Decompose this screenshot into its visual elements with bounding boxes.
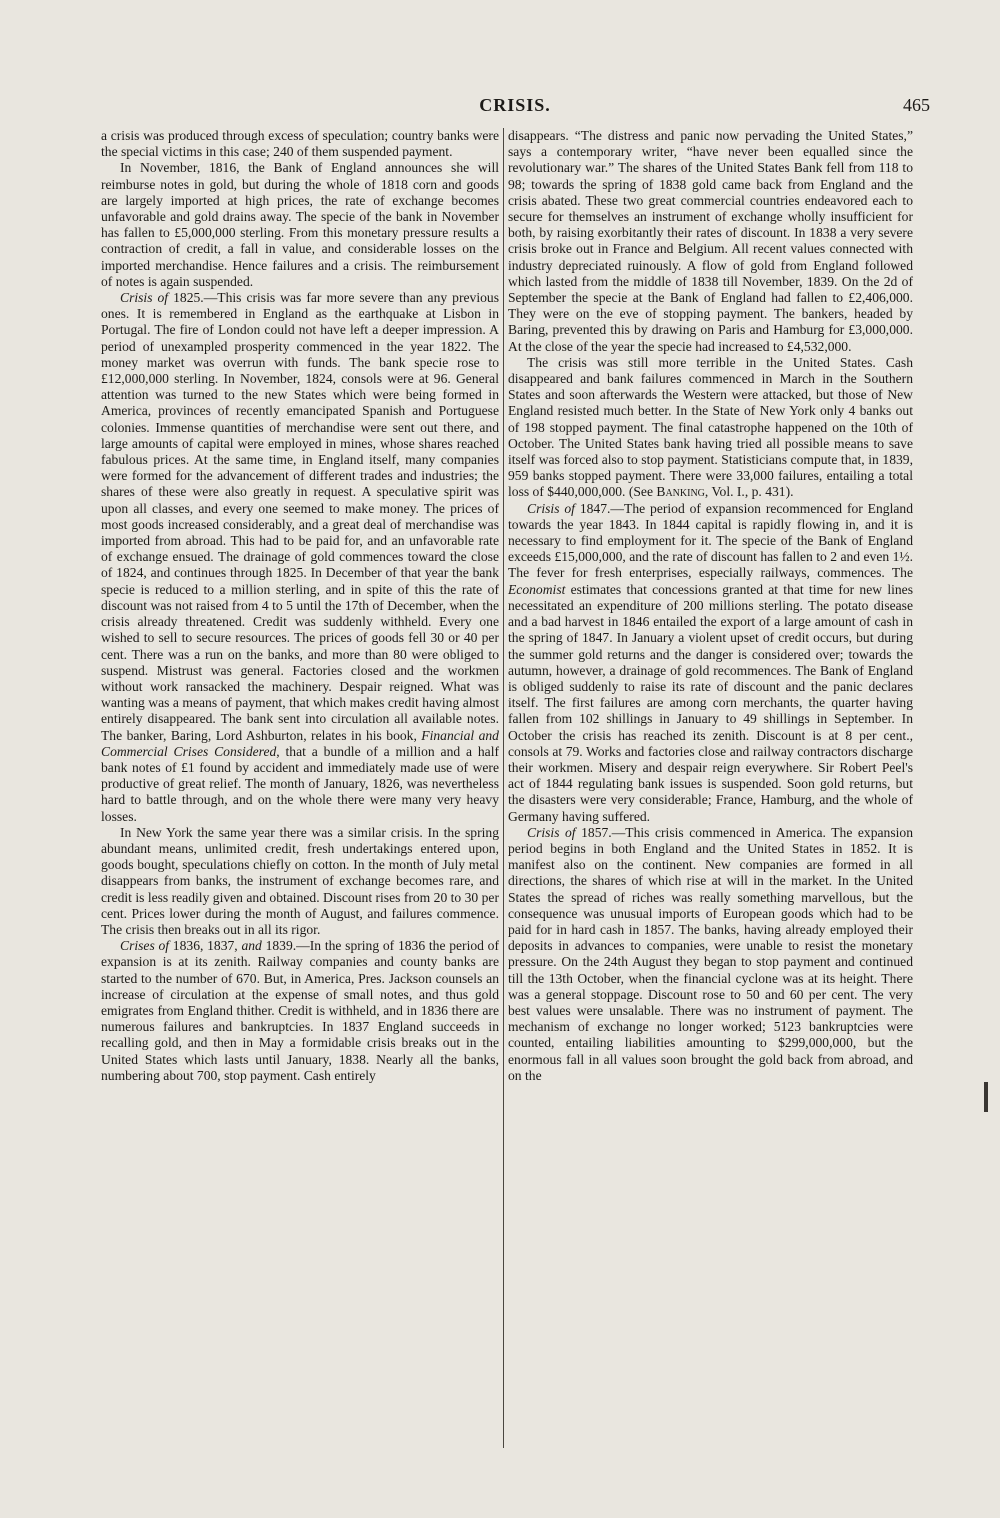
- right-column: [508, 128, 913, 1084]
- paragraph: Crisis of 1857.—This crisis commenced in America. The expansion period begins in both England and the United States in 1852. It is manifest also on the continent. New companies are formed in all directions, the shares of which rise at will in the market. In the United States the spread of riches was really something marvellous, but the consequence was unusual imports of European goods which had to be paid for in hard cash in 1857. The banks, having already employed their deposits in advances to companies, were unable to resist the monetary pressure. On the 24th August they began to stop payment and continued till the 13th October, when the financial cyclone was at its height. There was a general stoppage. Discount rose to 50 and 60 per cent. The very best values were unsalable. There was no instrument of payment. The mechanism of exchange no longer worked; 5123 bankruptcies were counted, entailing liabilities amounting to $299,000,000, but the enormous fall in all values soon brought the gold back from abroad, and on the: [508, 824, 913, 1083]
- section-lead: Crisis of: [527, 824, 576, 840]
- section-lead: Crises of: [120, 938, 170, 954]
- paragraph: The crisis was still more terrible in the United States. Cash disappeared and bank failures commenced in March in the Southern States and soon afterwards the Western were attacked, but those of New England resisted much better. In the State of New York only 4 banks out of 198 stopped payment. The final catastrophe happened on the 10th of October. The United States bank having tried all possible means to save itself was forced also to stop payment. Statisticians compute that, in 1839, 959 banks stopped payment. There were 33,000 failures, entailing a total loss of $440,000,000. (See Banking, Vol. I., p. 431).: [508, 354, 913, 500]
- paragraph: In New York the same year there was a similar crisis. In the spring abundant means, unlimited credit, fresh undertakings entered upon, goods bought, speculations chiefly on cotton. In the month of July metal disappears from banks, the instrument of exchange becomes rare, and credit is less readily given and obtained. Discount rises from 20 to 30 per cent. Prices lower during the month of August, and failures commence. The crisis then breaks out in all its rigor.: [101, 824, 499, 937]
- left-column: [101, 128, 499, 1084]
- paragraph: In November, 1816, the Bank of England announces she will reimburse notes in gold, but during the whole of 1818 corn and goods are largely imported at high prices, the rate of exchange becomes unfavorable and gold drains away. The specie of the bank in November has fallen to £5,000,000 sterling. From this monetary pressure results a contraction of credit, a fall in value, and considerable losses on the imported merchandise. Hence failures and a crisis. The reimbursement of notes is again suspended.: [101, 160, 499, 289]
- paragraph: disappears. “The distress and panic now pervading the United States,” says a contemporary writer, “have never been equalled since the revolutionary war.” The shares of the United States Bank fell from 118 to 98; towards the spring of 1838 gold came back from England and the crisis abated. These two great commercial countries endeavored each to secure for themselves an instrument of exchange wholly insufficient for both, by raising exorbitantly their rates of discount. In 1838 a very severe crisis broke out in France and Belgium. All recent values connected with industry depreciated ruinously. A flow of gold from England followed which lasted from the middle of 1838 till November, 1839. On the 2d of September the specie at the Bank of England had fallen to £2,406,000. They were on the eve of stopping payment. The bankers, headed by Baring, prevented this by drawing on Paris and Hamburg for £3,000,000. At the close of the year the specie had increased to £4,532,000.: [508, 128, 913, 354]
- page-number: 465: [903, 95, 930, 115]
- paragraph: Crisis of 1847.—The period of expansion recommenced for England towards the year 1843. In 1844 capital is rapidly flowing in, and it is necessary to find employment for it. The specie of the Bank of England exceeds £15,000,000, and the rate of discount has fallen to 2 and even 1½. The fever for fresh enterprises, especially railways, commences. The Economist estimates that concessions granted at that time for new lines necessitated an expenditure of 200 millions sterling. The potato disease and a bad harvest in 1846 entailed the export of a large amount of cash in the spring of 1847. In January a violent upset of credit occurs, but during the summer gold returns and the danger is considered over; towards the autumn, however, a drainage of gold recommences. The Bank of England is obliged suddenly to raise its rate of discount and the panic declares itself. The first failures are among corn merchants, the quarter having fallen from 102 shillings in January to 49 shillings in September. In October the crisis has reached its zenith. Discount is at 8 per cent., consols at 79. Works and factories close and railway contractors discharge their workmen. Misery and despair reign everywhere. Sir Robert Peel's act of 1844 regulating bank issues is suspended. Soon gold returns, but the disasters were very considerable; France, Hamburg, and the whole of Germany having suffered.: [508, 500, 913, 824]
- paragraph: a crisis was produced through excess of speculation; country banks were the special victims in this case; 240 of them suspended payment.: [101, 128, 499, 160]
- section-lead: Crisis of: [120, 290, 169, 306]
- paragraph: Crisis of 1825.—This crisis was far more severe than any previous ones. It is remembered in England as the earthquake at Lisbon in Portugal. The fire of London could not have left a deeper impression. A period of unexampled prosperity commenced in the year 1822. The money market was overrun with funds. The bank specie rose to £12,000,000 sterling. In November, 1824, consols were at 96. General attention was turned to the new States which were being formed in America, provinces of recently emancipated Spanish and Portuguese colonies. Immense quantities of merchandise were sent out there, and large amounts of capital were employed in mines, whose shares reached fabulous prices. At the same time, in England itself, many companies were formed for the advancement of different trades and industries; the shares of these were also greatly in request. A speculative spirit was upon all classes, and every one seemed to make money. The prices of most goods increased considerably, and a great deal of merchandise was imported from abroad. This had to be paid for, and an unfavorable rate of exchange ensued. The drainage of gold commences toward the close of 1824, and continues through 1825. In December of that year the bank specie is reduced to a million sterling, and in spite of this the rate of discount was not raised from 4 to 5 until the 17th of December, when the crisis already threatened. Credit was suddenly withheld. Every one wished to sell to secure resources. The prices of goods fell 30 or 40 per cent. There was a run on the banks, and more than 80 were obliged to suspend. Mistrust was general. Factories closed and the workmen without work ransacked the machinery. Despair reigned. What was wanting was a means of payment, that which makes credit having almost entirely disappeared. The bank sent into circulation all available notes. The banker, Baring, Lord Ashburton, relates in his book, Financial and Commercial Crises Considered, that a bundle of a million and a half bank notes of £1 found by accident and immediately made use of were productive of great relief. The month of January, 1826, was nevertheless hard to battle through, and on the whole there were many very heavy losses.: [101, 290, 500, 824]
- page-header: [100, 93, 930, 123]
- paragraph: Crises of 1836, 1837, and 1839.—In the spring of 1836 the period of expansion is at its zenith. Railway companies and county banks are started to the number of 670. But, in America, Pres. Jackson counsels an increase of circulation at the expense of small notes, and thus gold emigrates from England thither. Credit is withheld, and in 1836 there are numerous failures and bankruptcies. In 1837 England succeeds in recalling gold, and then in May a formidable crisis breaks out in the United States which lasts until January, 1838. Nearly all the banks, numbering about 700, stop payment. Cash entirely: [101, 938, 499, 1083]
- running-head: CRISIS.: [479, 95, 551, 115]
- cross-reference: Banking: [656, 484, 705, 500]
- book-title: Financial and Commercial Crises Considered: [101, 727, 499, 759]
- column-rule: [503, 128, 504, 1448]
- publication-title: Economist: [508, 581, 566, 597]
- page-edge-mark: [984, 1082, 988, 1112]
- section-lead: Crisis of: [527, 500, 575, 516]
